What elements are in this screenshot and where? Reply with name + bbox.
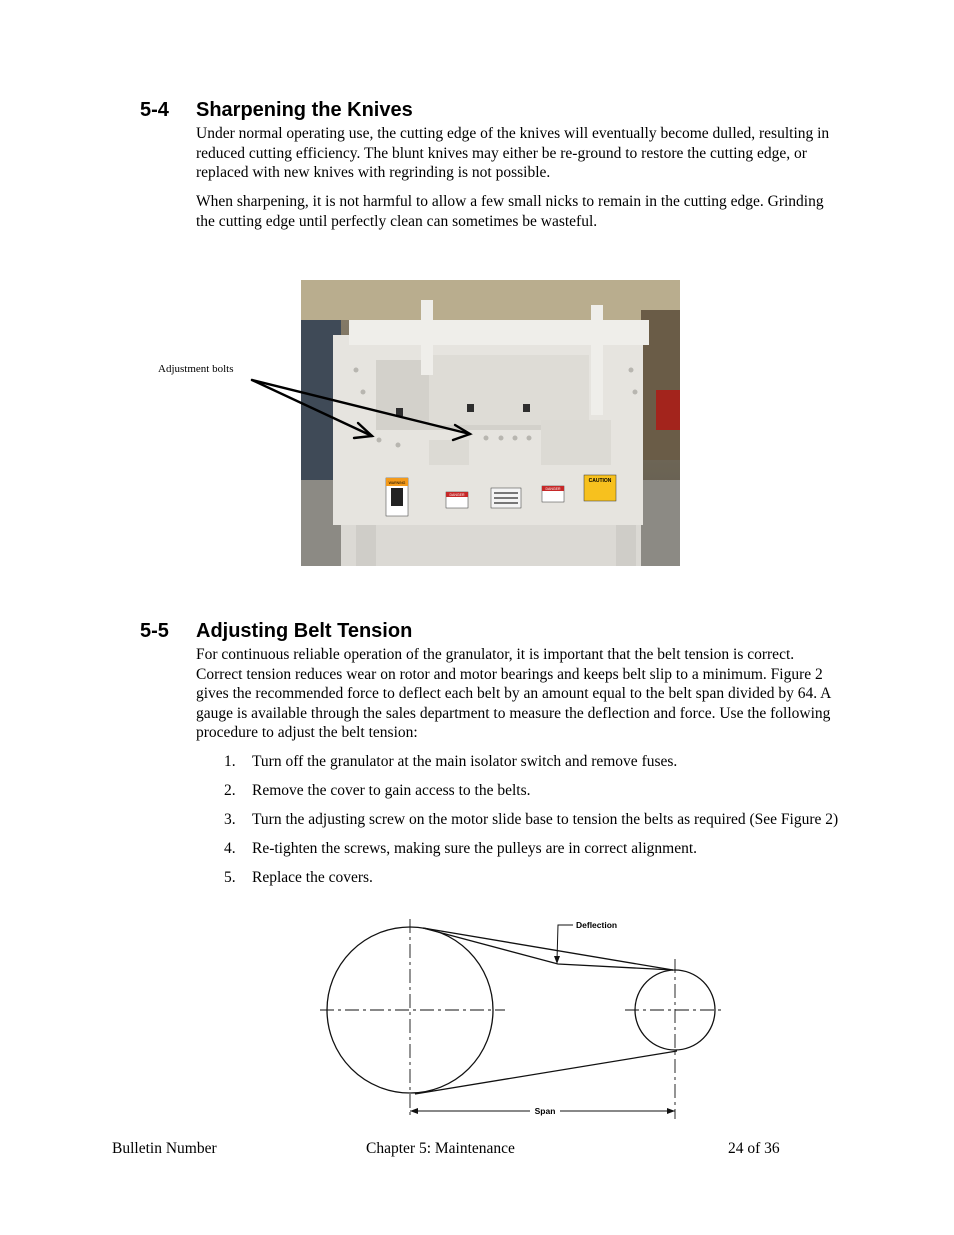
deflection-label: Deflection bbox=[576, 920, 618, 930]
granulator-photo-illustration bbox=[301, 280, 680, 566]
section-number: 5-4 bbox=[140, 99, 169, 121]
list-item: 4. Re-tighten the screws, making sure the pulleys are in correct alignment. bbox=[224, 840, 698, 858]
belt-upper-straight bbox=[423, 928, 673, 970]
section-5-5-intro: For continuous reliable operation of the granulator, it is important that the belt tension is correct. Correct tension reduces wear on rotor and motor bearings and keeps belt slip to a minimum. Figure 2 gives the recommended force to deflect each belt by an amount equal to the belt span divided by 64. A gauge is available through the sales department to measure the deflection and force. Use the following procedure to adjust the belt tension: bbox=[196, 646, 831, 742]
list-item: 2. Remove the cover to gain access to the belts. bbox=[224, 782, 531, 800]
danger-label-right: DANGER bbox=[545, 487, 561, 491]
section-heading-5-4 bbox=[140, 98, 540, 122]
section-title: Adjusting Belt Tension bbox=[196, 620, 413, 642]
footer-chapter: Chapter 5: Maintenance bbox=[366, 1140, 515, 1157]
danger-label-left: DANGER bbox=[449, 493, 465, 497]
caution-label: CAUTION bbox=[588, 478, 612, 484]
list-item: 5. Replace the covers. bbox=[224, 869, 373, 887]
list-item: 3. Turn the adjusting screw on the motor slide base to tension the belts as required (See Figure 2) bbox=[224, 811, 839, 829]
section-5-4-paragraph-1: Under normal operating use, the cutting edge of the knives will eventually become dulled, resulting in reduced cutting efficiency. The blunt knives may either be re-ground to restore the cutting edge, or replaced with new knives with regrinding is not possible. bbox=[196, 125, 830, 182]
footer-bulletin: Bulletin Number bbox=[112, 1140, 217, 1157]
section-5-4-paragraph-2: When sharpening, it is not harmful to allow a few small nicks to remain in the cutting edge. Grinding the cutting edge until perfectly clean can sometimes be wasteful. bbox=[196, 193, 824, 230]
granulator-photo bbox=[301, 280, 680, 566]
warning-label: WARNING bbox=[388, 481, 406, 485]
deflection-leader bbox=[557, 925, 573, 960]
belt-lower bbox=[415, 1051, 677, 1094]
section-heading-5-5 bbox=[140, 619, 540, 643]
list-item: 1. Turn off the granulator at the main isolator switch and remove fuses. bbox=[224, 753, 678, 770]
procedure-steps bbox=[196, 752, 841, 897]
span-label: Span bbox=[534, 1106, 556, 1116]
section-title: Sharpening the Knives bbox=[196, 99, 413, 121]
footer-page-number: 24 of 36 bbox=[728, 1140, 780, 1157]
section-number: 5-5 bbox=[140, 620, 169, 642]
photo-callout-label: Adjustment bolts bbox=[158, 363, 234, 375]
belt-tension-diagram bbox=[315, 914, 725, 1126]
